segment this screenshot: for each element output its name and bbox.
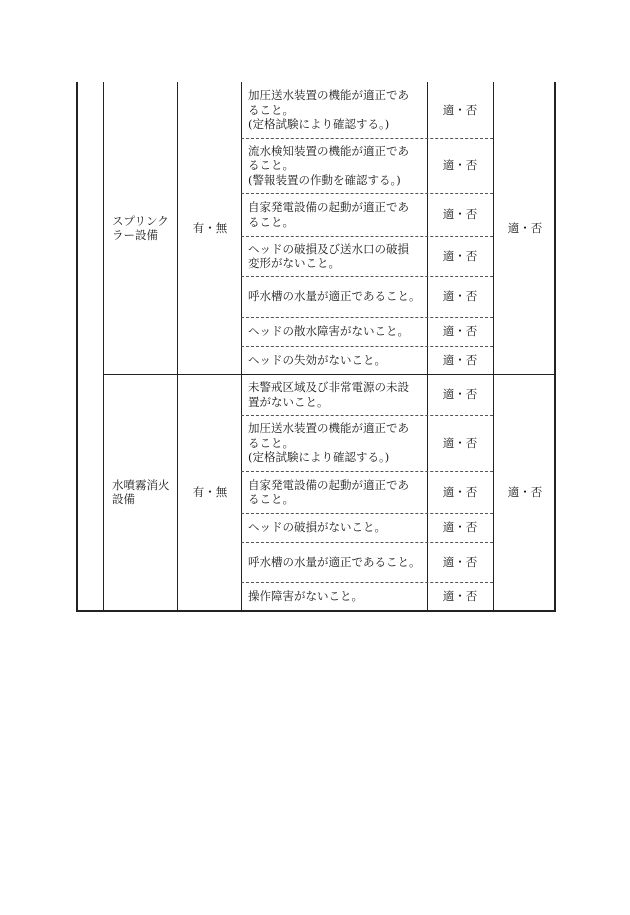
check-item-result: 適・否 — [442, 435, 478, 450]
check-item-text: 加圧送水装置の機能が適正であ ること。 (定格試験により確認する。) — [248, 88, 409, 132]
check-item-text: 加圧送水装置の機能が適正であ ること。 (定格試験により確認する。) — [248, 421, 409, 465]
presence-status: 有・無 — [192, 484, 228, 499]
column-rule — [103, 82, 104, 610]
check-item-text: 自家発電設備の起動が適正であ ること。 — [248, 200, 409, 229]
check-item-result: 適・否 — [442, 352, 478, 367]
check-item-result: 適・否 — [442, 554, 478, 569]
table-border-bottom — [76, 610, 556, 612]
check-item-text: 呼水槽の水量が適正であること。 — [248, 289, 421, 304]
column-rule — [493, 82, 494, 610]
check-item-result: 適・否 — [442, 207, 478, 222]
item-separator — [241, 138, 493, 139]
check-item-result: 適・否 — [442, 158, 478, 173]
presence-status: 有・無 — [192, 220, 228, 235]
item-separator — [241, 317, 493, 318]
table-border-right — [554, 82, 556, 612]
item-separator — [241, 346, 493, 347]
check-item-text: ヘッドの散水障害がないこと。 — [248, 324, 409, 339]
check-item-result: 適・否 — [442, 248, 478, 263]
item-separator — [241, 471, 493, 472]
overall-judgment: 適・否 — [507, 484, 543, 499]
check-item-text: 自家発電設備の起動が適正であ ること。 — [248, 477, 409, 506]
item-separator — [241, 415, 493, 416]
check-item-result: 適・否 — [442, 520, 478, 535]
check-item-result: 適・否 — [442, 484, 478, 499]
check-item-result: 適・否 — [442, 387, 478, 402]
check-item-text: 未警戒区域及び非常電源の未設 置がないこと。 — [248, 380, 409, 409]
equipment-name: スプリンク ラー設備 — [112, 213, 169, 242]
check-item-result: 適・否 — [442, 324, 478, 339]
item-separator — [241, 276, 493, 277]
check-item-text: 呼水槽の水量が適正であること。 — [248, 554, 421, 569]
check-item-text: ヘッドの破損がないこと。 — [248, 520, 386, 535]
item-separator — [241, 236, 493, 237]
overall-judgment: 適・否 — [507, 220, 543, 235]
check-item-result: 適・否 — [442, 588, 478, 603]
check-item-text: 流水検知装置の機能が適正であ ること。 (警報装置の作動を確認する。) — [248, 143, 409, 187]
item-separator — [241, 193, 493, 194]
item-separator — [241, 582, 493, 583]
check-item-text: ヘッドの失効がないこと。 — [248, 352, 386, 367]
check-item-result: 適・否 — [442, 102, 478, 117]
check-item-result: 適・否 — [442, 289, 478, 304]
item-separator — [241, 513, 493, 514]
check-item-text: ヘッドの破損及び送水口の破損 変形がないこと。 — [248, 241, 409, 270]
section-divider — [103, 374, 554, 375]
table-border-left — [76, 82, 78, 612]
equipment-name: 水噴霧消火 設備 — [112, 477, 170, 506]
check-item-text: 操作障害がないこと。 — [248, 588, 363, 603]
column-rule — [177, 82, 178, 610]
item-separator — [241, 542, 493, 543]
